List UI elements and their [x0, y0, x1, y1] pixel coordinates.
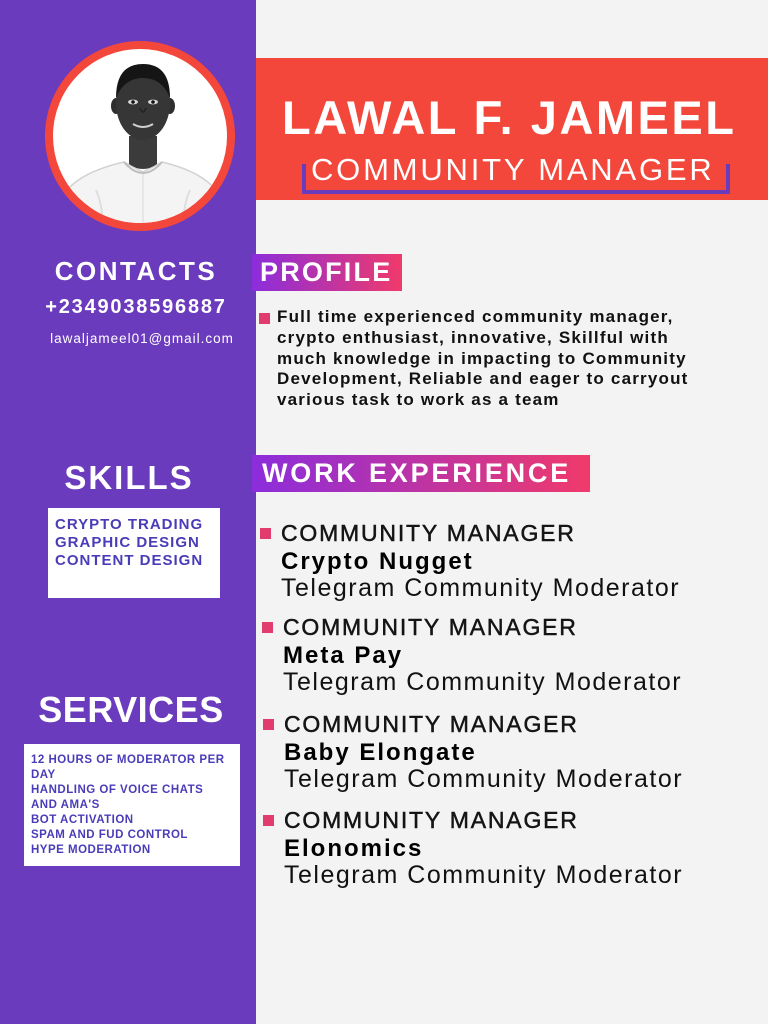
contacts-heading: CONTACTS: [54, 256, 218, 286]
service-line: HYPE MODERATION: [31, 843, 151, 856]
experience-company: Elonomics: [284, 834, 424, 862]
skill-item: CRYPTO TRADING: [55, 516, 204, 533]
profile-heading: PROFILE: [252, 254, 402, 291]
services-heading: SERVICES: [38, 689, 224, 730]
skills-list: [48, 508, 220, 598]
service-line: SPAM AND FUD CONTROL: [31, 828, 188, 841]
experience-company: Meta Pay: [283, 641, 404, 669]
person-name: LAWAL F. JAMEEL: [282, 91, 737, 144]
experience-details: [284, 807, 683, 890]
profile-line: Full time experienced community manager,: [277, 307, 674, 326]
experience-company: Crypto Nugget: [281, 547, 474, 575]
experience-role: COMMUNITY MANAGER: [281, 520, 576, 546]
skill-item: GRAPHIC DESIGN: [55, 534, 200, 551]
experience-role: COMMUNITY MANAGER: [284, 807, 579, 833]
experience-description: Telegram Community Moderator: [284, 861, 684, 889]
profile-line: various task to work as a team: [277, 390, 560, 410]
profile-line: Development, Reliable and eager to carryout: [277, 369, 689, 389]
square-bullet-icon: [263, 815, 274, 826]
square-bullet-icon: [262, 622, 273, 633]
skills-heading: SKILLS: [64, 459, 194, 496]
person-title: COMMUNITY MANAGER: [311, 152, 715, 187]
profile-line: crypto enthusiast, innovative, Skillful with: [277, 327, 669, 347]
skill-item: CONTENT DESIGN: [55, 552, 204, 569]
experience-description: Telegram Community Moderator: [283, 668, 683, 696]
experience-description: Telegram Community Moderator: [284, 765, 684, 793]
profile-summary: [277, 307, 689, 411]
work-experience-heading: WORK EXPERIENCE: [252, 455, 590, 492]
experience-company: Baby Elongate: [284, 738, 477, 766]
service-line: DAY: [31, 768, 56, 781]
profile-line: much knowledge in impacting to Community: [277, 348, 687, 368]
experience-details: [281, 520, 680, 603]
services-list: [24, 744, 240, 866]
contact-phone: +2349038596887: [45, 296, 227, 318]
profile-photo: [44, 40, 236, 232]
experience-details: [283, 614, 682, 697]
service-line: HANDLING OF VOICE CHATS: [31, 783, 204, 796]
experience-details: [284, 711, 683, 794]
experience-role: COMMUNITY MANAGER: [284, 711, 579, 737]
service-line: 12 HOURS OF MODERATOR PER: [31, 753, 225, 766]
square-bullet-icon: [260, 528, 271, 539]
square-bullet-icon: [259, 313, 270, 324]
experience-description: Telegram Community Moderator: [281, 574, 681, 602]
service-line: BOT ACTIVATION: [31, 813, 134, 826]
service-line: AND AMA'S: [31, 798, 100, 811]
contact-email: lawaljameel01@gmail.com: [50, 331, 234, 346]
experience-role: COMMUNITY MANAGER: [283, 614, 578, 640]
square-bullet-icon: [263, 719, 274, 730]
